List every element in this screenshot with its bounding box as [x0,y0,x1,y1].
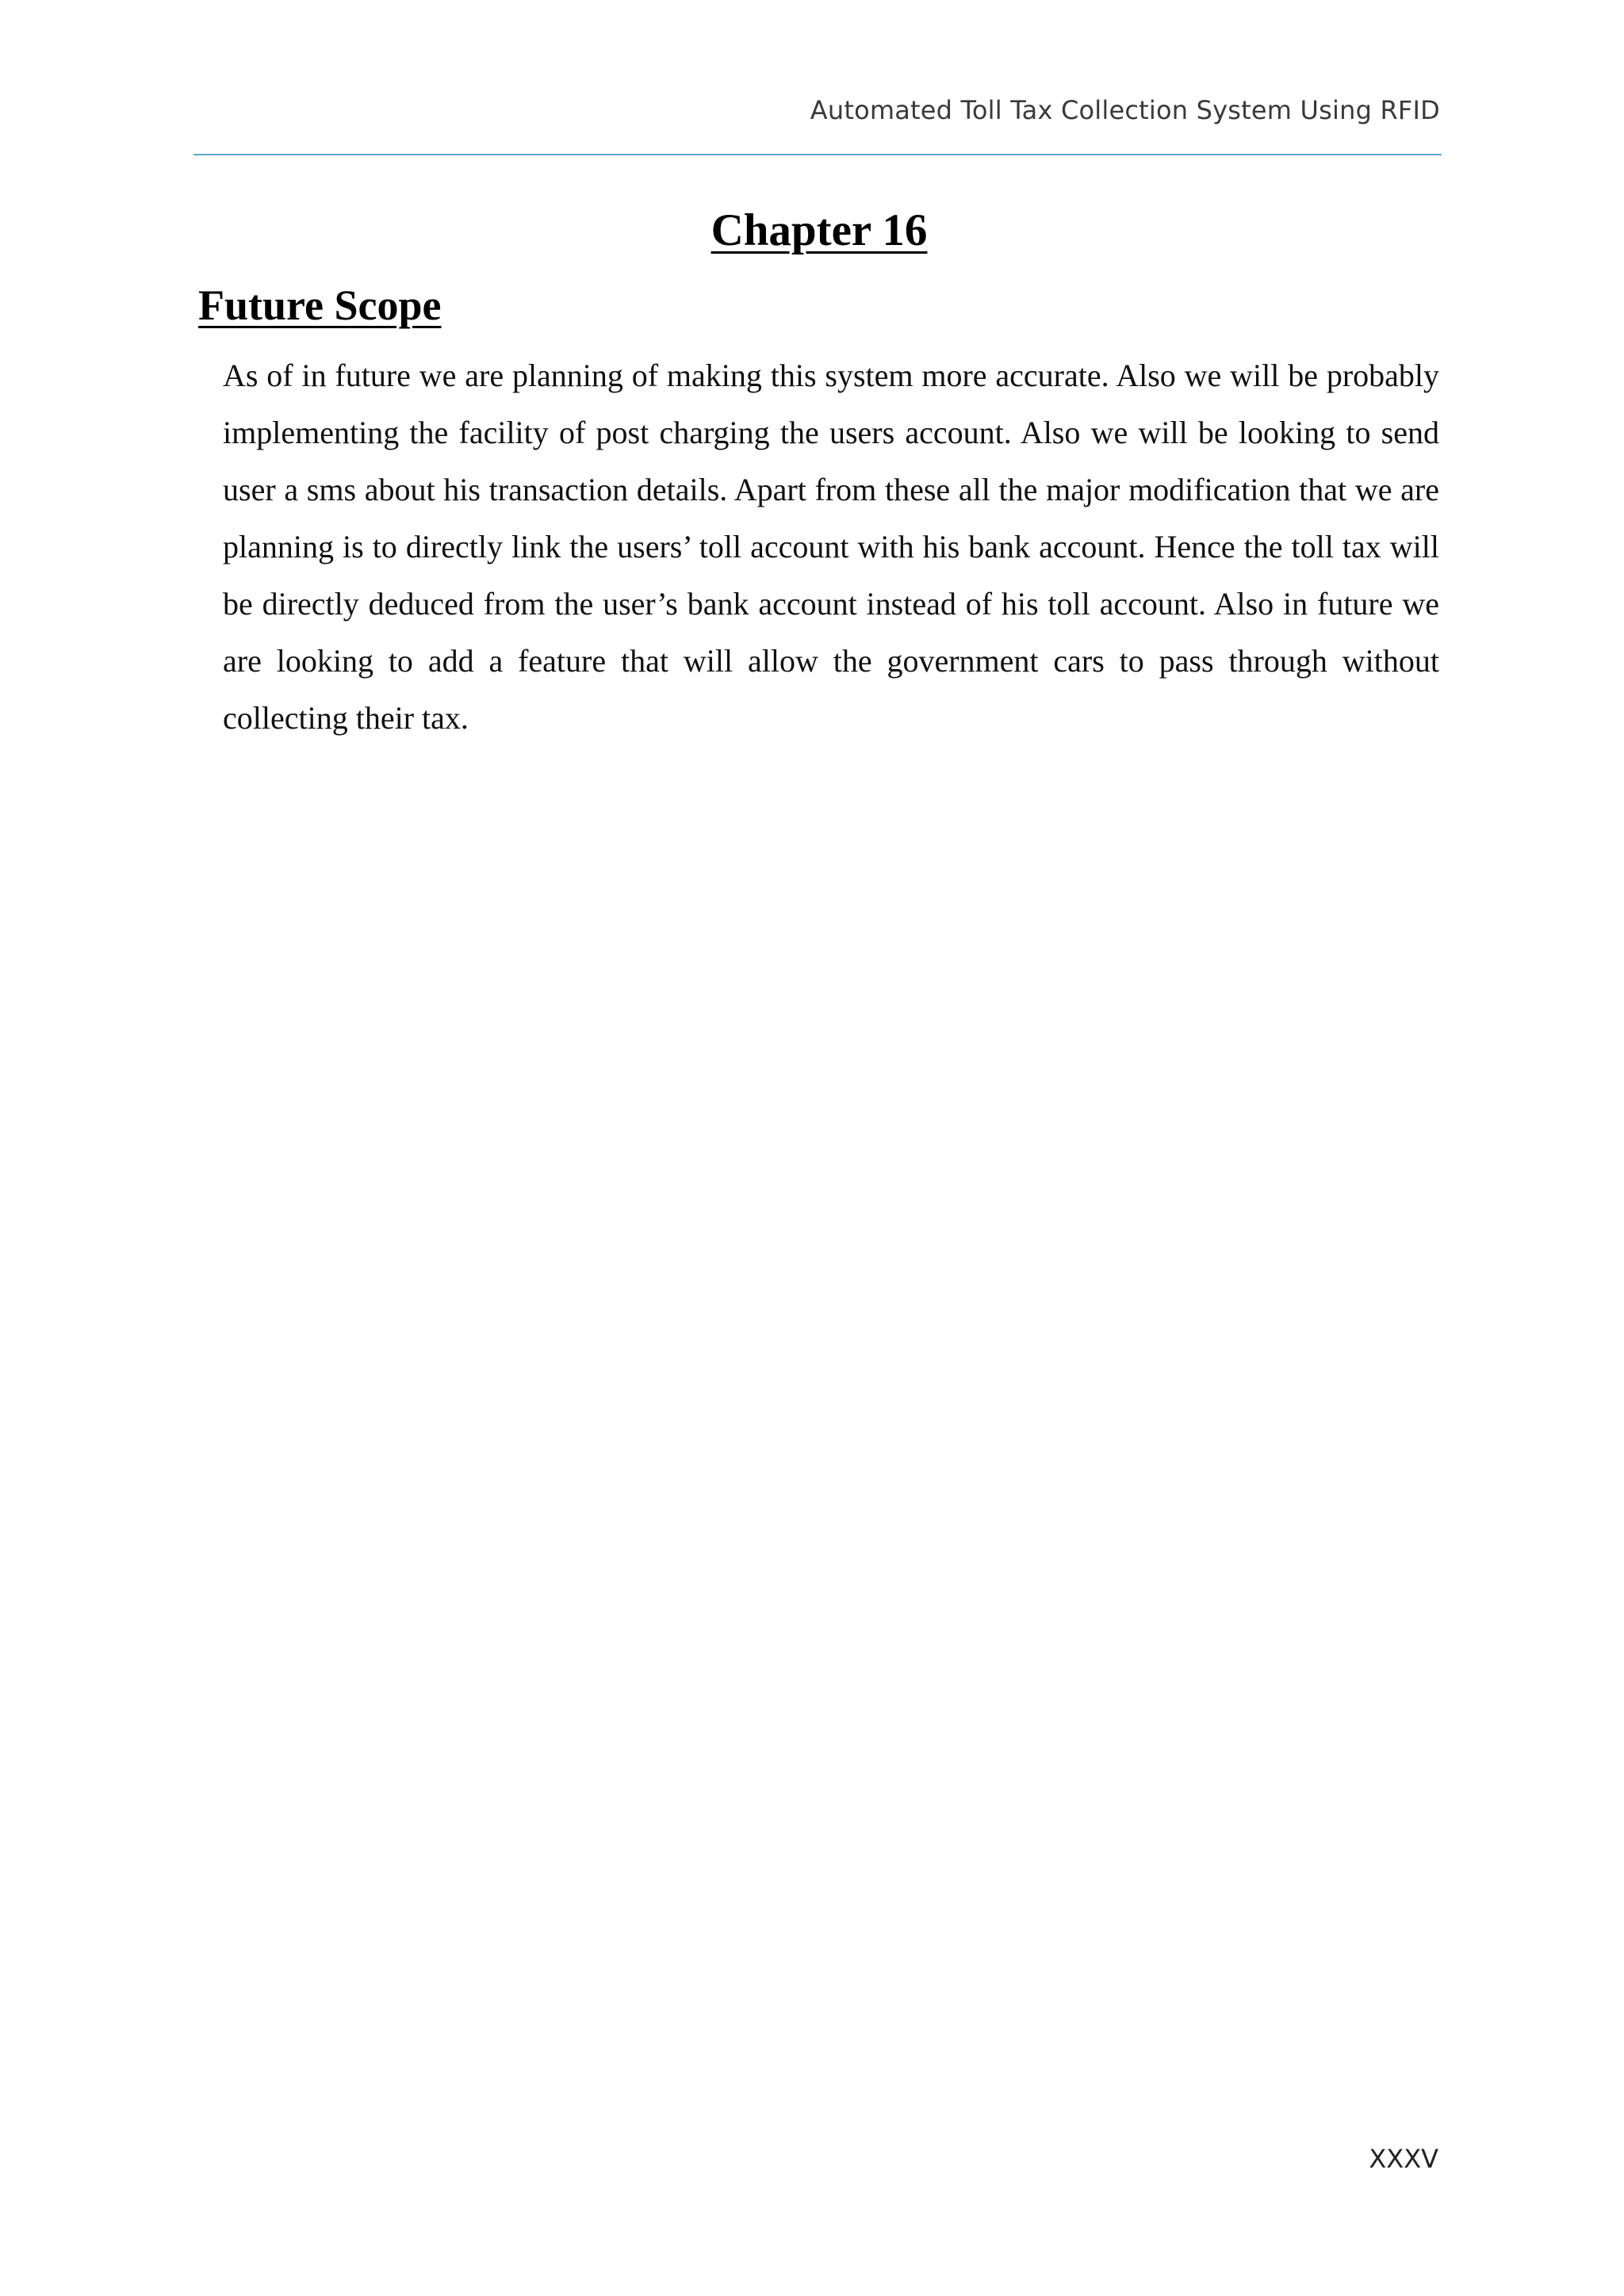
header-rule [193,154,1442,155]
chapter-title: Chapter 16 [710,205,928,255]
section-title: Future Scope [198,281,442,329]
page-number: XXXV [1369,2144,1438,2174]
running-header: Automated Toll Tax Collection System Using RFID [810,95,1440,125]
body-paragraph: As of in future we are planning of making this system more accurate. Also we will be probably implementing the facility of post charging the users account. Also we will be looking to send user a sms about his transaction details. Apart from these all the major modification that we are planning is to directly link the users’ toll account with his bank account. Hence the toll tax will be directly deduced from the user’s bank account instead of his toll account. Also in future we are looking to add a feature that will allow the government cars to pass through without collecting their tax. [223,358,1439,736]
